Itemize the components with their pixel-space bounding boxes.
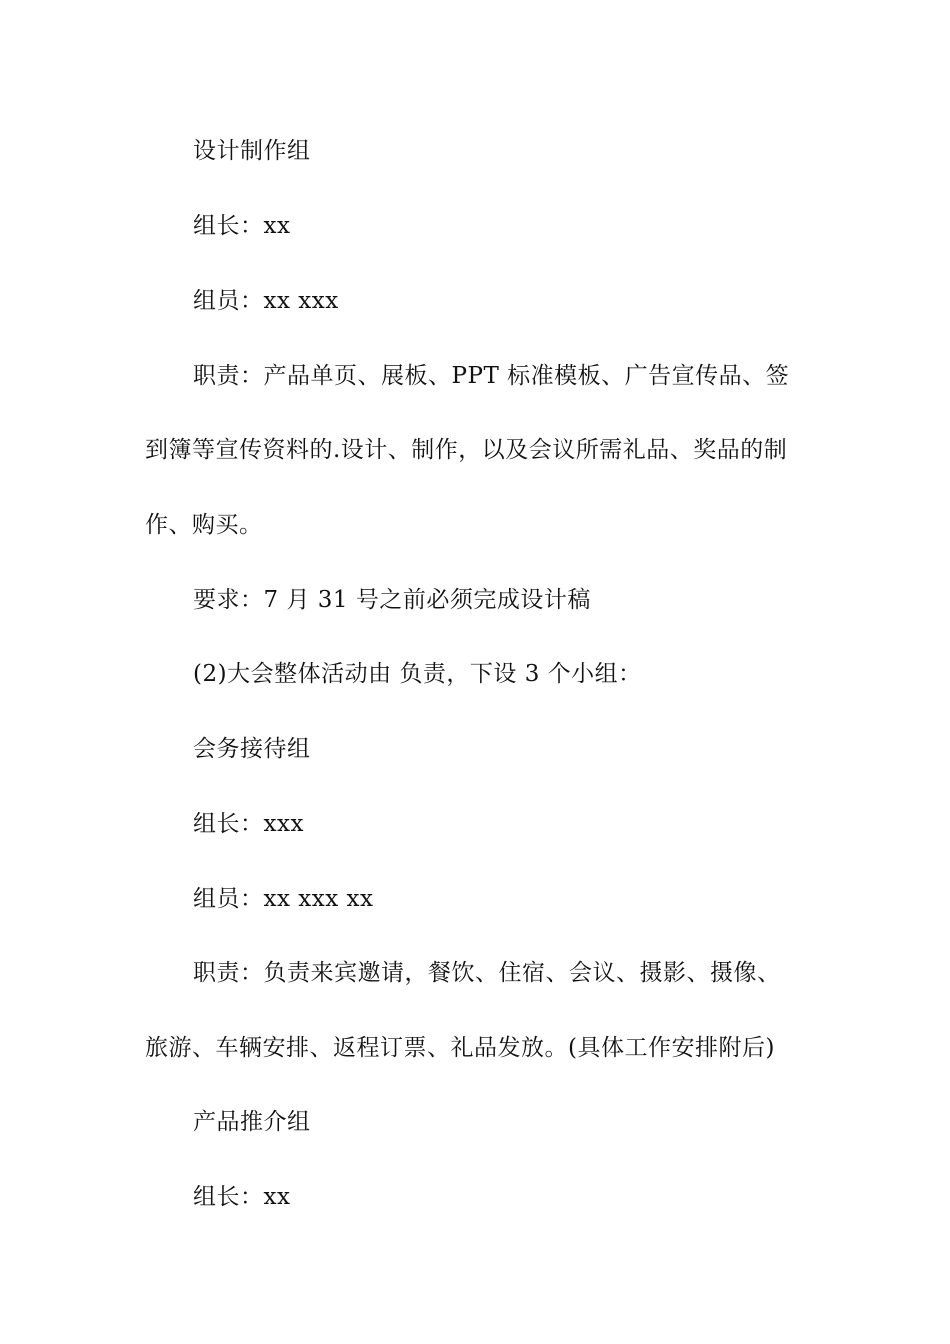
section-heading-reception: 会务接待组 — [193, 736, 311, 762]
design-responsibility-line-2: 到簿等宣传资料的.设计、制作，以及会议所需礼品、奖品的制 — [145, 437, 788, 463]
reception-responsibility-line-1: 职责：负责来宾邀请，餐饮、住宿、会议、摄影、摄像、 — [193, 960, 781, 986]
reception-team-leader: 组长：xxx — [193, 811, 304, 837]
promotion-team-leader: 组长：xx — [193, 1184, 291, 1210]
design-responsibility-line-1: 职责：产品单页、展板、PPT 标准模板、广告宣传品、签 — [193, 363, 790, 389]
reception-team-members: 组员：xx xxx xx — [193, 886, 374, 912]
design-requirement: 要求：7 月 31 号之前必须完成设计稿 — [193, 587, 591, 613]
reception-responsibility-line-2: 旅游、车辆安排、返程订票、礼品发放。(具体工作安排附后) — [145, 1035, 775, 1061]
design-team-leader: 组长：xx — [193, 213, 291, 239]
design-responsibility-line-3: 作、购买。 — [145, 512, 263, 538]
design-team-members: 组员：xx xxx — [193, 288, 339, 314]
overall-activity-paragraph: (2)大会整体活动由 负责，下设 3 个小组： — [193, 661, 642, 687]
section-heading-design-production: 设计制作组 — [193, 138, 311, 164]
section-heading-product-promotion: 产品推介组 — [193, 1109, 311, 1135]
